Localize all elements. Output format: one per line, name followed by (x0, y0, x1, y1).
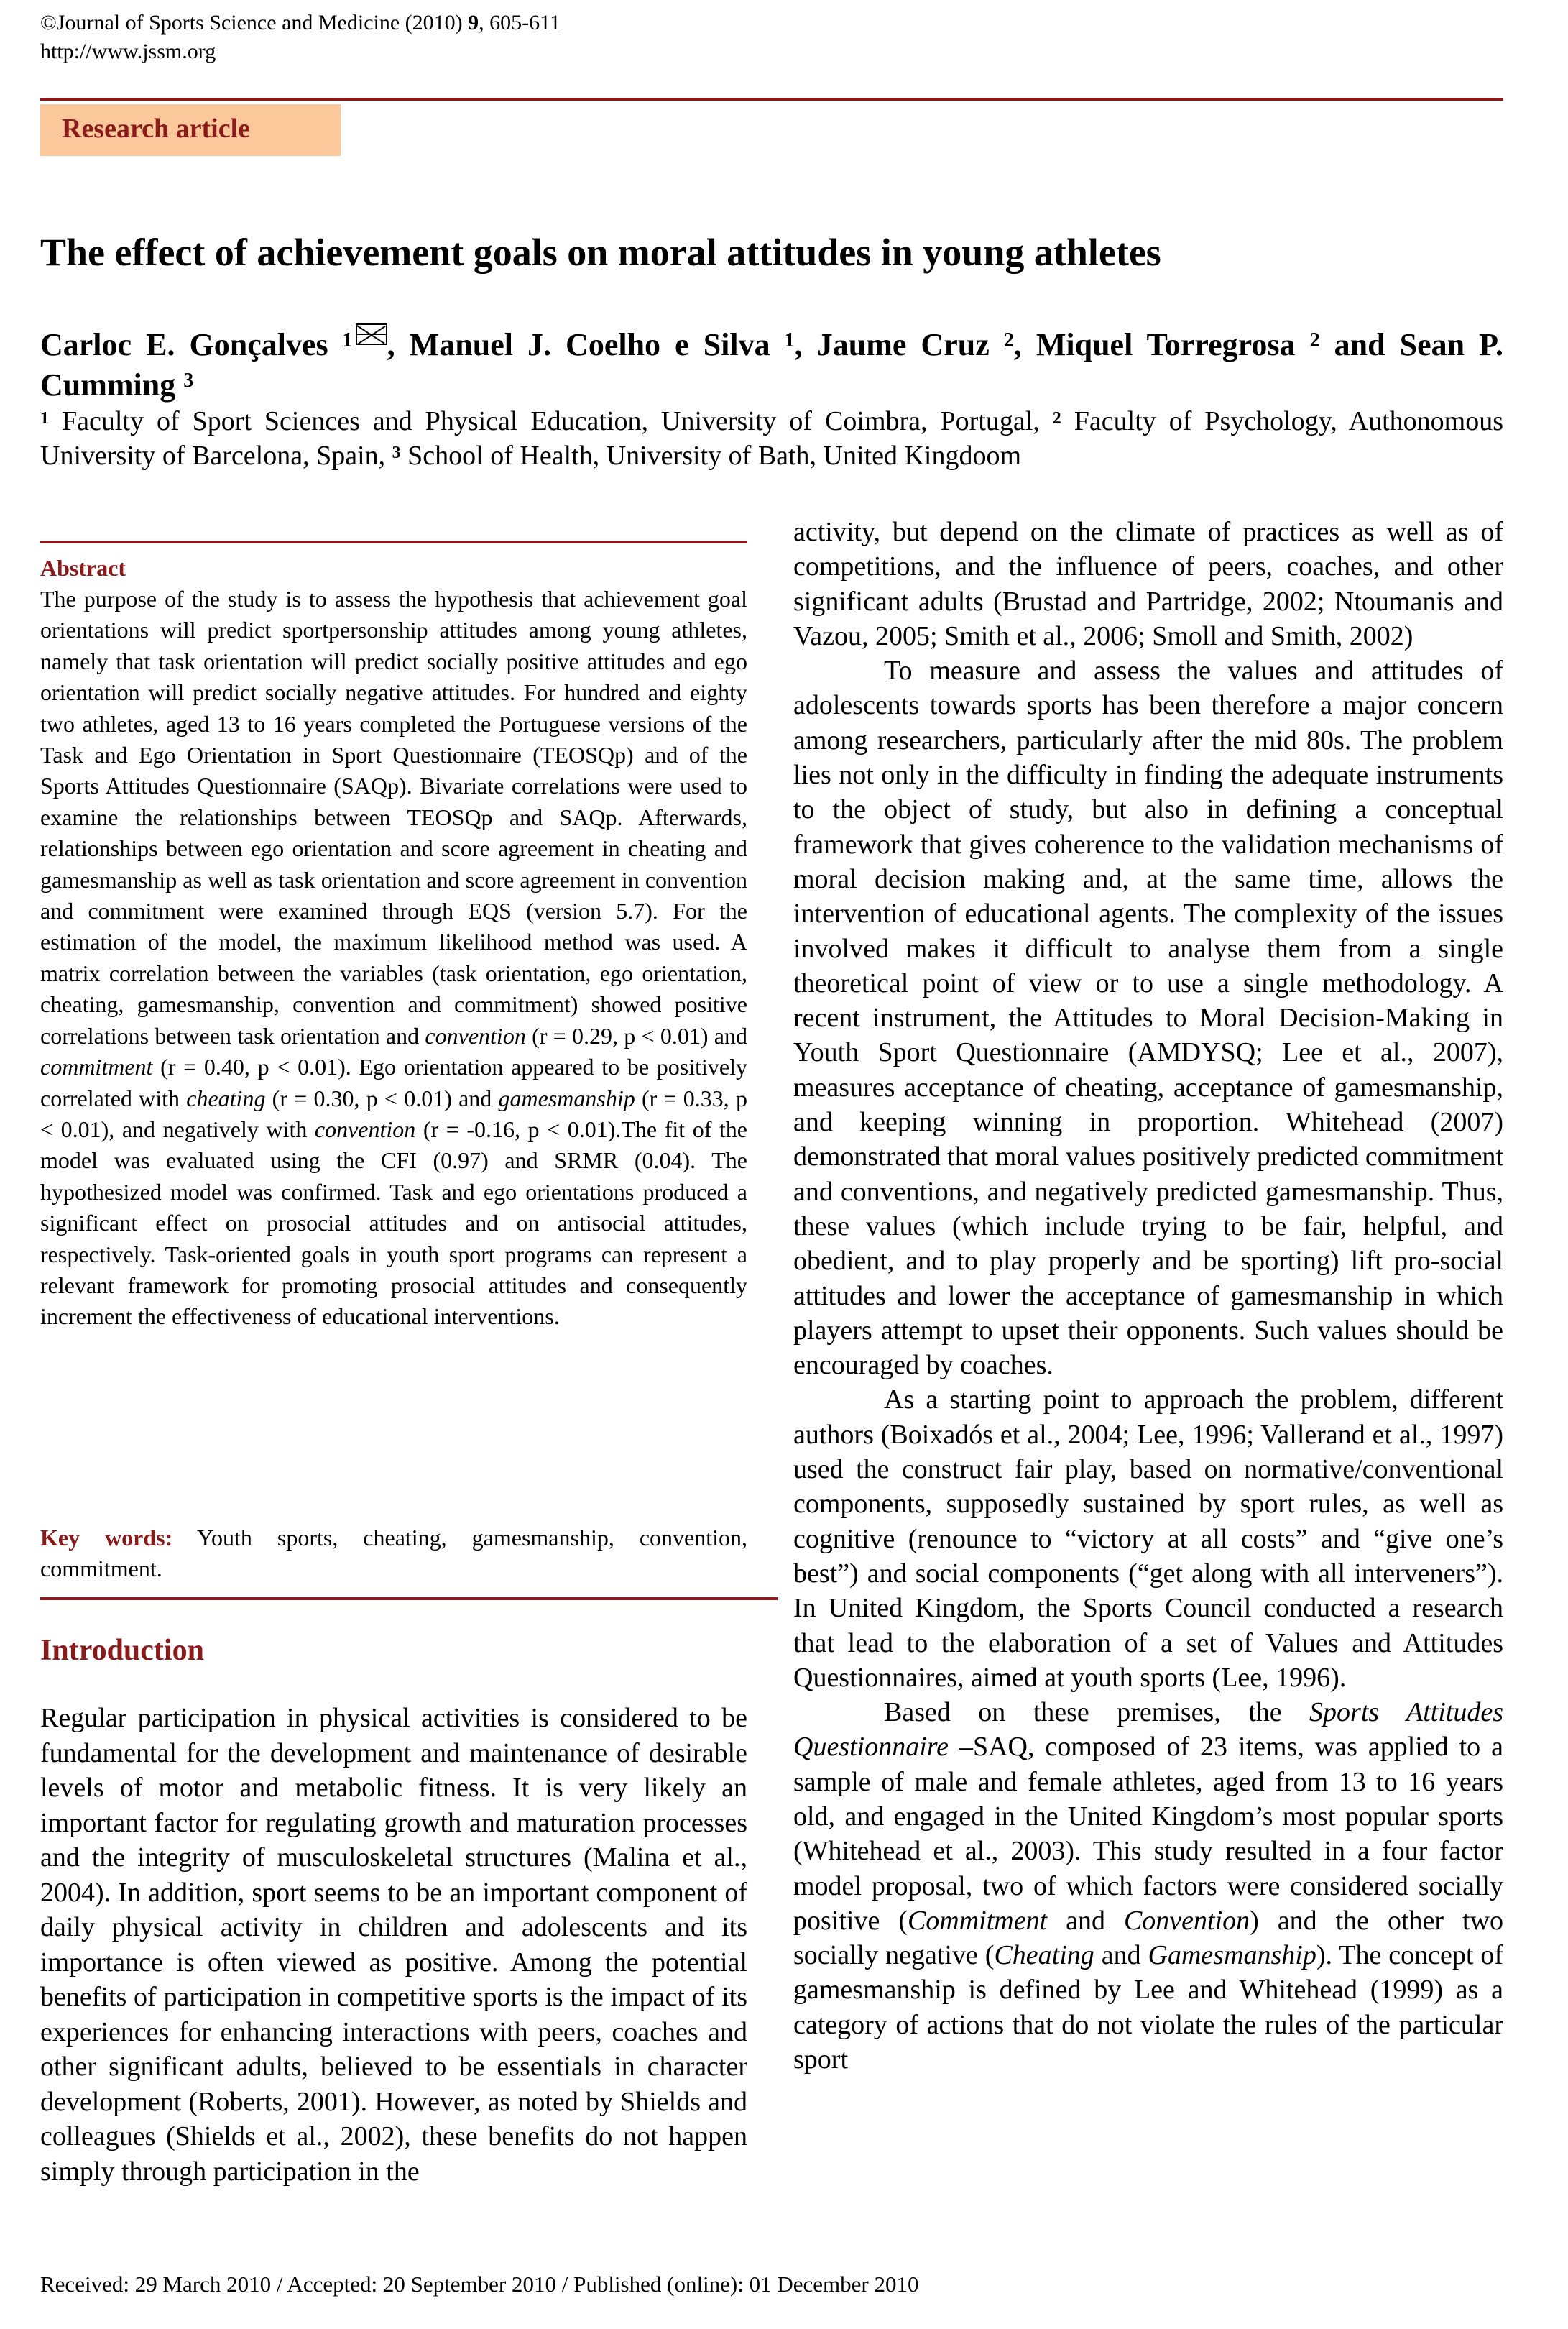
journal-citation: ©Journal of Sports Science and Medicine (2010) 9, 605-611 (40, 11, 561, 35)
abstract-heading: Abstract (40, 555, 126, 581)
abstract-top-rule (40, 541, 747, 543)
journal-url[interactable]: http://www.jssm.org (40, 40, 216, 63)
right-column-text (793, 515, 1503, 2077)
keywords-label: Key words: (40, 1525, 173, 1551)
keywords-bottom-rule (40, 1597, 778, 1600)
affiliations: $^1$ Faculty of Sport Sciences and Physical Education, University of Coimbra, Portugal, $^2$ Faculty of Psychology, Authonomous University of Barcelona, Spain, $^3$ School of Health, University of Bath, United Kingdoom (40, 406, 1504, 471)
paragraph-measure: To measure and assess the values and attitudes of adolescents towards sports has been therefore a major concern among researchers, particularly after the mid 80s. The problem lies not only in the difficulty in finding the adequate instruments to the object of study, but also in defining a conceptual framework that gives coherence to the validation mechanisms of moral decision making and, at the same time, allows the intervention of educational agents. The complexity of the issues involved makes it difficult to analyse them from a single theoretical point of view or to use a single methodology. A recent instrument, the Attitudes to Moral Decision-Making in Youth Sport Questionnaire (AMDYSQ; Lee et al., 2007), measures acceptance of cheating, acceptance of gamesmanship, and keeping winning in proportion. Whitehead (2007) demonstrated that moral values positively predicted commitment and conventions, and negatively predicted gamesmanship. Thus, these values (which include trying to be fair, helpful, and obedient, and to play properly and be sporting) lift pro-social attitudes and lower the acceptance of gamesmanship in which players attempt to upset their opponents. Such values should be encouraged by coaches. (793, 656, 1503, 1381)
introduction-heading: Introduction (40, 1634, 204, 1667)
paragraph-continued: activity, but depend on the climate of practices as well as of competitions, and the influence of peers, coaches, and other significant adults (Brustad and Partridge, 2002; Ntoumanis and Vazou, 2005; Smith et al., 2006; Smoll and Smith, 2002) (793, 517, 1503, 651)
paper-title: The effect of achievement goals on moral attitudes in young athletes (40, 231, 1161, 274)
publication-dates: Received: 29 March 2010 / Accepted: 20 September 2010 / Published (online): 01 December 2010 (40, 2271, 919, 2297)
article-type-badge: Research article (40, 104, 341, 156)
paragraph-saq: Based on these premises, the Sports Attitudes Questionnaire –SAQ, composed of 23 items, was applied to a sample of male and female athletes, aged from 13 to 16 years old, and engaged in the United Kingdom’s most popular sports (Whitehead et al., 2003). This study resulted in a four factor model proposal, two of which factors were considered socially positive (Commitment and Convention) and the other two socially negative (Cheating and Gamesmanship). The concept of gamesmanship is defined by Lee and Whitehead (1999) as a category of actions that do not violate the rules of the particular sport (793, 1697, 1504, 2075)
journal-header (40, 9, 561, 66)
email-envelope-icon[interactable] (356, 323, 387, 345)
paragraph-fairplay: As a starting point to approach the problem, different authors (Boixadós et al., 2004; Lee, 1996; Vallerand et al., 1997) used the construct fair play, based on normative/conventional components, supposedly sustained by sport rules, as well as cognitive (renounce to “victory at all costs” and “give one’s best”) and social components (“get along with all interveners”). In United Kingdom, the Sports Council conducted a research that lead to the elaboration of a set of Values and Attitudes Questionnaires, aimed at youth sports (Lee, 1996). (793, 1384, 1503, 1693)
introduction-text: Regular participation in physical activities is considered to be fundamental for the development and maintenance of desirable levels of motor and metabolic fitness. It is very likely an important factor for regulating growth and maturation processes and the integrity of musculoskeletal structures (Malina et al., 2004). In addition, sport seems to be an important component of daily physical activity in children and adolescents and its importance is often viewed as positive. Among the potential benefits of participation in competitive sports is the impact of its experiences for enhancing interactions with peers, coaches and other significant adults, believed to be essentials in character development (Roberts, 2001). However, as noted by Shields and colleagues (Shields et al., 2002), these benefits do not happen simply through participation in the (40, 1703, 747, 2187)
keywords: Key words: Youth sports, cheating, gamesmanship, convention, commitment. (40, 1525, 748, 1581)
abstract-text: The purpose of the study is to assess the hypothesis that achievement goal orientations will predict sportpersonship attitudes among young athletes, namely that task orientation will predict socially positive attitudes and ego orientation will predict socially negative attitudes. For hundred and eighty two athletes, aged 13 to 16 years completed the Portuguese versions of the Task and Ego Orientation in Sport Questionnaire (TEOSQp) and of the Sports Attitudes Questionnaire (SAQp). Bivariate correlations were used to examine the relationships between TEOSQp and SAQp. Afterwards, relationships between ego orientation and score agreement in cheating and gamesmanship as well as task orientation and score agreement in convention and commitment were examined through EQS (version 5.7). For the estimation of the model, the maximum likelihood method was used. A matrix correlation between the variables (task orientation, ego orientation, cheating, gamesmanship, convention and commitment) showed positive correlations between task orientation and convention (r = 0.29, p < 0.01) and commitment (r = 0.40, p < 0.01). Ego orientation appeared to be positively correlated with cheating (r = 0.30, p < 0.01) and gamesmanship (r = 0.33, p < 0.01), and negatively with convention (r = -0.16, p < 0.01).The fit of the model was evaluated using the CFI (0.97) and SRMR (0.04). The hypothesized model was confirmed. Task and ego orientations produced a significant effect on prosocial attitudes and on antisocial attitudes, respectively. Task-oriented goals in youth sport programs can represent a relevant framework for promoting prosocial attitudes and consequently increment the effectiveness of educational interventions. (40, 586, 748, 1330)
header-divider (40, 98, 1503, 101)
author-list: Carloc E. Gonçalves $^1$ , Manuel J. Coelho e Silva $^1$, Jaume Cruz $^2$, Miquel Torregrosa $^2$ and Sean P. Cumming $^3$ (40, 325, 1503, 405)
